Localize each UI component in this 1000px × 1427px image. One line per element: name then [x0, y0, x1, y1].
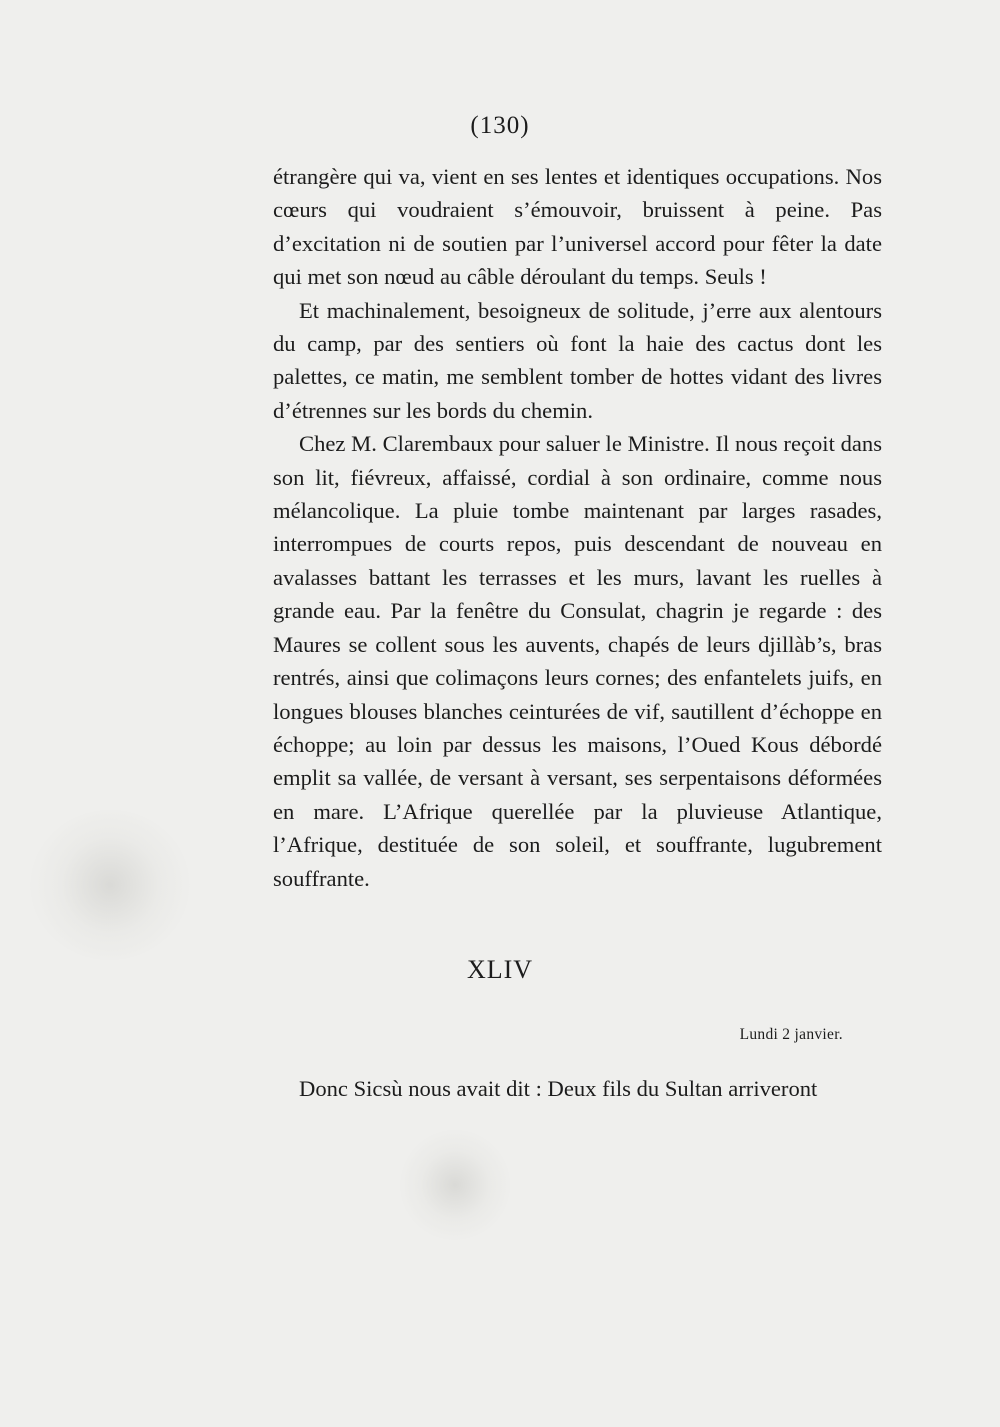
paragraph: Donc Sicsù nous avait dit : Deux fils du Sultan arriveront	[299, 1076, 818, 1101]
foxing-stain	[30, 810, 190, 960]
paragraph: étrangère qui va, vient en ses lentes et identiques occupations. Nos cœurs qui voudraient s’émouvoir, bruissent à peine. Pas d’excitation ni de soutien par l’universel accord pour fêter la date qui met son nœud au câble déroulant du temps. Seuls !	[273, 164, 882, 290]
body-text	[273, 160, 882, 895]
page-number: (130)	[470, 112, 530, 139]
dateline: Lundi 2 janvier.	[739, 1026, 843, 1043]
paragraph: Chez M. Clarembaux pour saluer le Ministre. Il nous reçoit dans son lit, fiévreux, affaissé, cordial à son ordinaire, comme nous mélancolique. La pluie tombe maintenant par larges rasades, interrompues de courts repos, puis descendant de nouveau en avalasses battant les terrasses et les murs, lavant les ruelles à grande eau. Par la fenêtre du Consulat, chagrin je regarde : des Maures se collent sous les auvents, chapés de leurs djillàb’s, bras rentrés, ainsi que colimaçons leurs cornes; des enfantelets juifs, en longues blouses blanches ceinturées de vif, sautillent d’échoppe en échoppe; au loin par dessus les maisons, l’Oued Kous débordé emplit sa vallée, de versant à versant, ses serpentaisons déformées en mare. L’Afrique querellée par la pluvieuse Atlantique, l’Afrique, destituée de son soleil, et souffrante, lugubrement souffrante.	[273, 431, 882, 891]
foxing-stain	[400, 1130, 510, 1240]
body-text	[273, 1072, 882, 1105]
paragraph: Et machinalement, besoigneux de solitude, j’erre aux alentours du camp, par des sentiers où font la haie des cactus dont les palettes, ce matin, me semblent tomber de hottes vidant des livres d’étrennes sur les bords du chemin.	[273, 297, 882, 423]
chapter-heading: XLIV	[466, 955, 534, 984]
